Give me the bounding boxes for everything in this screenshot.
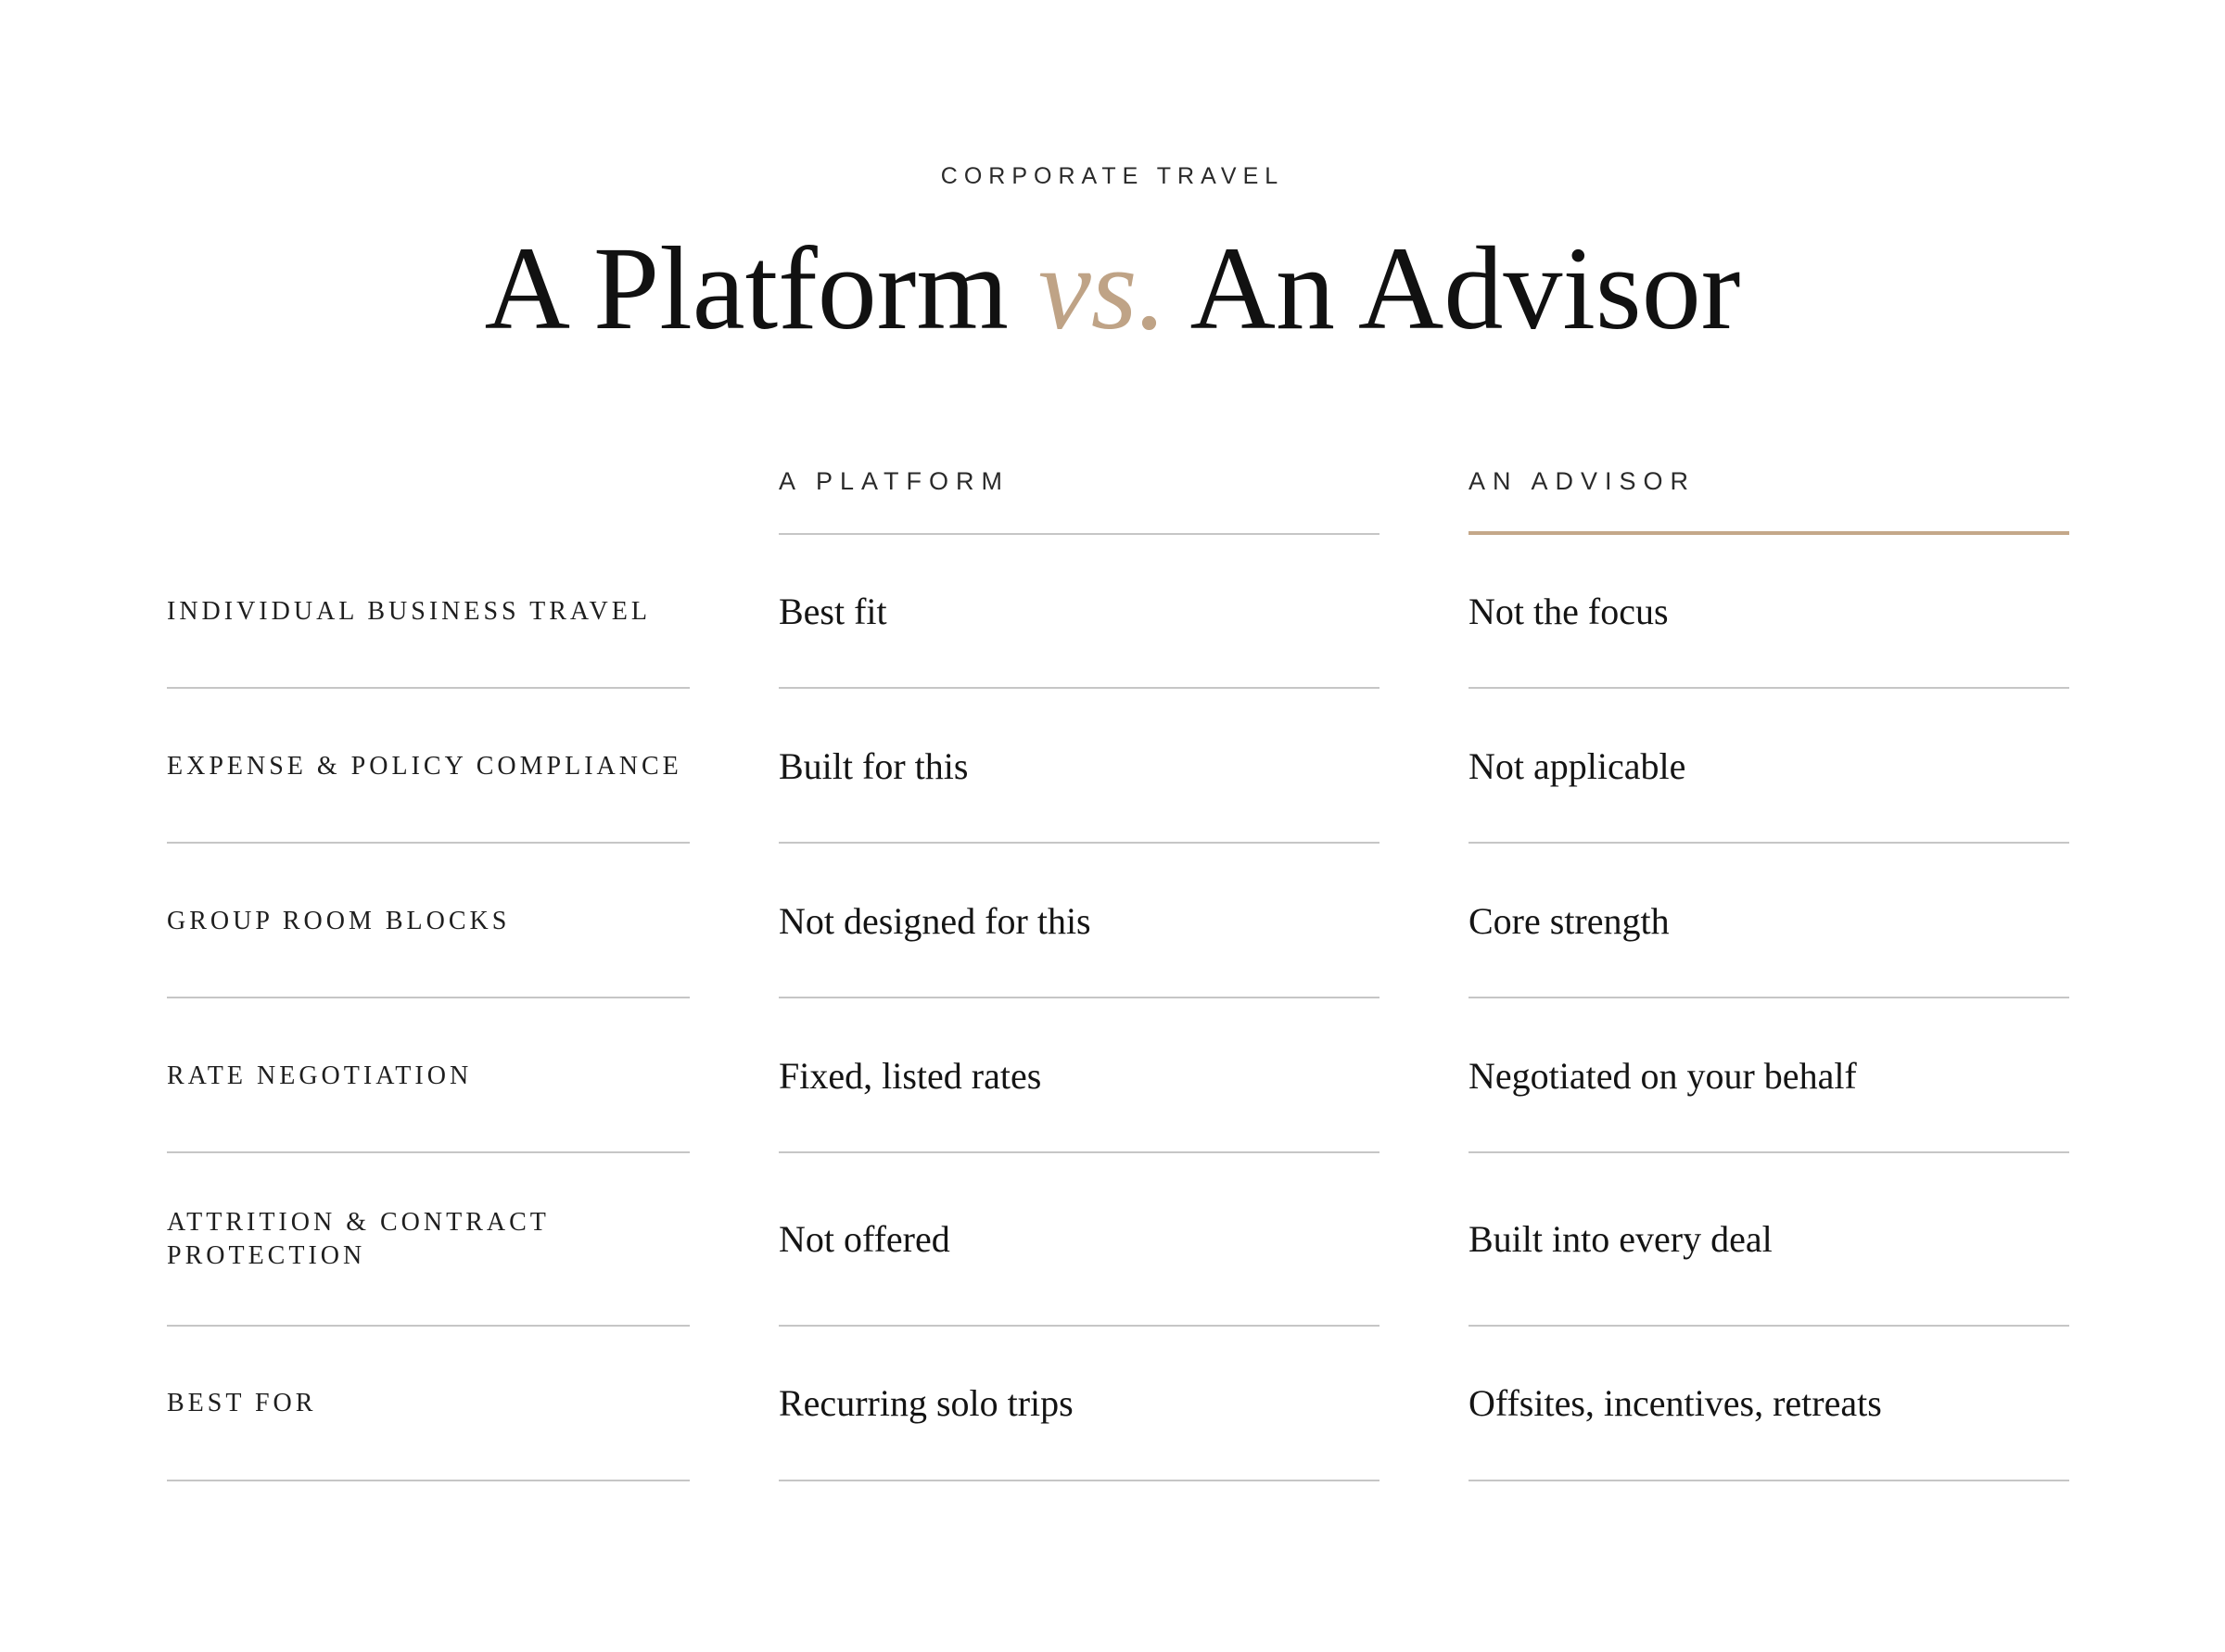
row-divider [779, 997, 1380, 998]
row-divider [1468, 1480, 2069, 1481]
row-divider [779, 1480, 1380, 1481]
cell-advisor: Built into every deal [1468, 1218, 1773, 1260]
row-divider [167, 687, 690, 689]
cell-platform: Recurring solo trips [779, 1382, 1074, 1424]
title-vs: vs. [1037, 222, 1167, 354]
cell-platform: Fixed, listed rates [779, 1055, 1042, 1097]
row-divider [1468, 1151, 2069, 1153]
cell-platform: Best fit [779, 591, 887, 632]
row-divider [779, 687, 1380, 689]
eyebrow-label: CORPORATE TRAVEL [940, 163, 1285, 189]
cell-advisor: Not applicable [1468, 745, 1686, 787]
cell-advisor: Core strength [1468, 900, 1670, 942]
row-divider [167, 1480, 690, 1481]
header-rule-platform [779, 533, 1380, 535]
row-divider [167, 1151, 690, 1153]
cell-platform: Not designed for this [779, 900, 1091, 942]
cell-advisor: Offsites, incentives, retreats [1468, 1382, 1882, 1424]
page-title [0, 219, 2225, 358]
row-divider [167, 1325, 690, 1327]
row-label: RATE NEGOTIATION [167, 1061, 473, 1090]
cell-platform: Not offered [779, 1218, 950, 1260]
header-rule-advisor [1468, 531, 2069, 535]
row-label: GROUP ROOM BLOCKS [167, 907, 511, 935]
row-divider [1468, 1325, 2069, 1327]
row-divider [1468, 687, 2069, 689]
column-header-platform: A PLATFORM [779, 467, 1011, 495]
cell-platform: Built for this [779, 745, 969, 787]
row-divider [1468, 997, 2069, 998]
row-label: BEST FOR [167, 1389, 317, 1417]
row-divider [779, 842, 1380, 844]
column-header-advisor: AN ADVISOR [1468, 467, 1697, 495]
row-divider [167, 997, 690, 998]
row-label: EXPENSE & POLICY COMPLIANCE [167, 752, 682, 781]
title-right: An Advisor [1189, 222, 1741, 354]
title-left: A Platform [484, 222, 1009, 354]
row-label: ATTRITION & CONTRACT PROTECTION [167, 1208, 550, 1270]
cell-advisor: Negotiated on your behalf [1468, 1055, 1857, 1097]
row-divider [779, 1151, 1380, 1153]
row-divider [167, 842, 690, 844]
row-divider [1468, 842, 2069, 844]
row-divider [779, 1325, 1380, 1327]
row-label: INDIVIDUAL BUSINESS TRAVEL [167, 597, 651, 626]
cell-advisor: Not the focus [1468, 591, 1669, 632]
